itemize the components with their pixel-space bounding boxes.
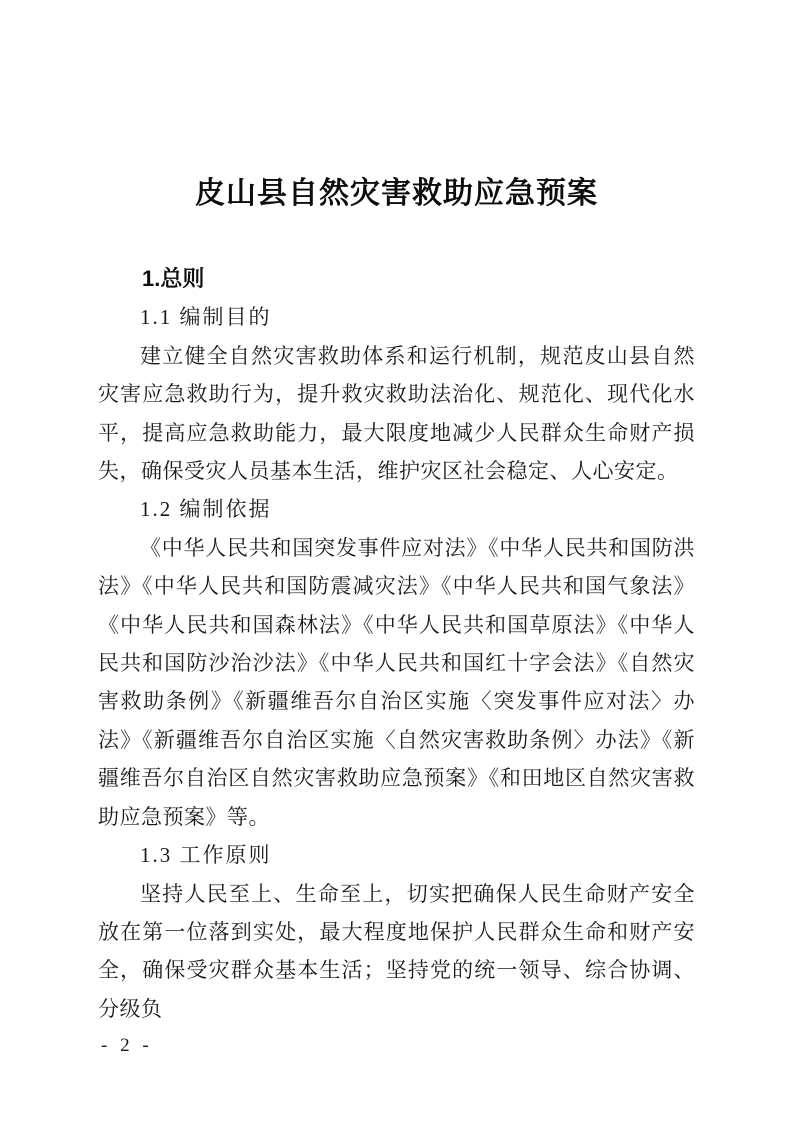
paragraph-working-principles: 坚持人民至上、生命至上，切实把确保人民生命财产安全放在第一位落到实处，最大程度地保护人民群众生命和财产安全，确保受灾群众基本生活；坚持党的统一领导、综合协调、分级负 — [98, 881, 695, 1021]
paragraph-compilation-basis: 《中华人民共和国突发事件应对法》《中华人民共和国防洪法》《中华人民共和国防震减灾法》《中华人民共和国气象法》《中华人民共和国森林法》《中华人民共和国草原法》《中华人民共和国防沙治沙法》《中华人民共和国红十字会法》《自然灾害救助条例》《新疆维吾尔自治区实施〈突发事件应对法〉办法》《新疆维吾尔自治区实施〈自然灾害救助条例〉办法》《新疆维吾尔自治区自然灾害救助应急预案》《和田地区自然灾害救助应急预案》等。 — [98, 535, 695, 829]
paragraph-compilation-purpose: 建立健全自然灾害救助体系和运行机制，规范皮山县自然灾害应急救助行为，提升救灾救助法治化、规范化、现代化水平，提高应急救助能力，最大限度地减少人民群众生命财产损失，确保受灾人员基本生活，维护灾区社会稳定、人心安定。 — [98, 343, 695, 484]
document-title: 皮山县自然灾害救助应急预案 — [195, 177, 598, 210]
sub-heading-compilation-basis: 1.2 编制依据 — [140, 497, 272, 522]
sub-heading-working-principles: 1.3 工作原则 — [140, 843, 272, 868]
document-content — [98, 176, 695, 1028]
section-heading-general-rules: 1.总则 — [142, 266, 205, 291]
page-number: - 2 - — [101, 1035, 153, 1056]
sub-heading-compilation-purpose: 1.1 编制目的 — [140, 305, 272, 330]
